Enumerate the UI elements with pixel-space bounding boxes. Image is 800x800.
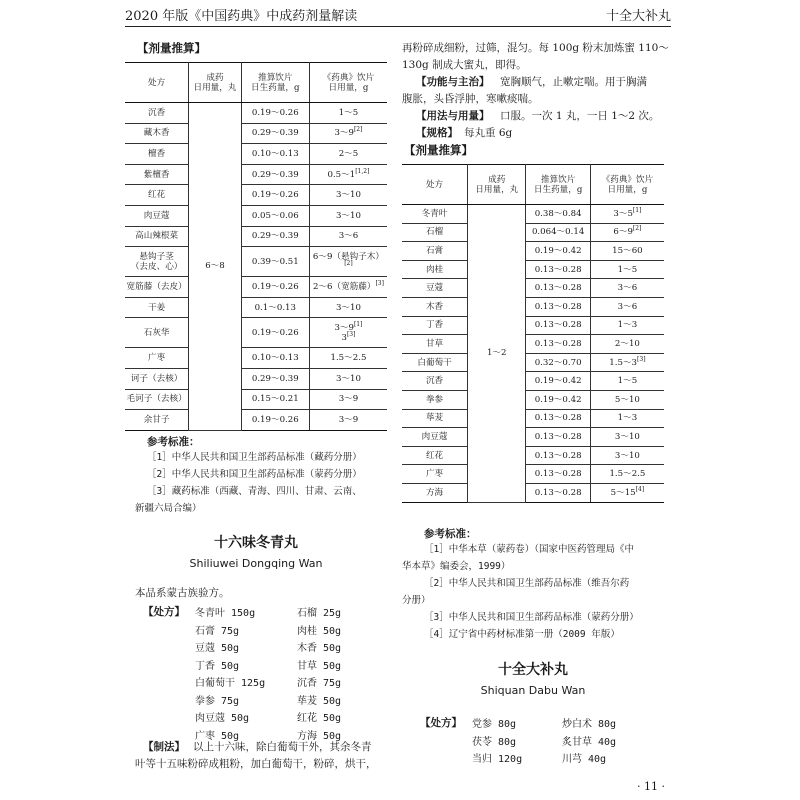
- recipe-title-right: 十全大补丸: [498, 662, 568, 678]
- refs-right-line-1: ［1］中华本草（蒙药卷）（国家中医药管理局《中: [424, 544, 634, 555]
- table-row: [125, 318, 387, 348]
- calculated-dose-cell: 0.10～0.13: [241, 144, 309, 165]
- herb-name-cell: 石灰华: [125, 318, 189, 348]
- table-row: [402, 316, 664, 335]
- method-label: 【制法】: [143, 741, 185, 753]
- herb-name-cell: 甘草: [402, 335, 468, 354]
- table-row: [125, 123, 387, 144]
- recipe-pinyin: Shiliuwei Dongqing Wan: [189, 557, 323, 570]
- refs-right-line-4: 分册）: [402, 595, 431, 606]
- calculated-dose-cell: 0.13～0.28: [526, 297, 590, 316]
- pharmacopeia-dose-cell: 1～5: [590, 372, 664, 391]
- pharmacopeia-dose-cell: 1～3: [590, 316, 664, 335]
- refs-right-line-6: ［4］辽宁省中药材标准第一册（2009 年版）: [424, 629, 620, 640]
- herb-name-cell: 豆蔻: [402, 279, 468, 298]
- pharmacopeia-dose-cell: 3～10: [309, 205, 387, 226]
- pharmacopeia-dose-cell: 6～9[2]: [590, 223, 664, 242]
- calculated-dose-cell: 0.13～0.28: [526, 446, 590, 465]
- table-header-row: [125, 63, 387, 103]
- pharmacopeia-dose-cell: 1～5: [309, 103, 387, 124]
- calculated-dose-cell: 0.10～0.13: [241, 348, 309, 369]
- herb-name-cell: 高山辣根菜: [125, 226, 189, 247]
- recipe-intro: 本品系蒙古族验方。: [135, 587, 230, 599]
- pharmacopeia-dose-cell: 1～3: [590, 409, 664, 428]
- calculated-dose-cell: 0.19～0.26: [241, 103, 309, 124]
- dose-table-right: [402, 164, 664, 503]
- usage-label: 【用法与用量】: [416, 110, 490, 122]
- herb-name-cell: 余甘子: [125, 410, 189, 431]
- table-row: [402, 428, 664, 447]
- table-row: [125, 348, 387, 369]
- table-header-cell: 《药典》饮片 日用量，g: [309, 63, 387, 103]
- refs-title: 参考标准：: [147, 436, 200, 448]
- table-row: [402, 205, 664, 224]
- calculated-dose-cell: 0.29～0.39: [241, 123, 309, 144]
- herb-name-cell: 广枣: [125, 348, 189, 369]
- table-row: [402, 353, 664, 372]
- herb-name-cell: 紫檀香: [125, 164, 189, 185]
- calculated-dose-cell: 0.29～0.39: [241, 368, 309, 389]
- refs-line-1: ［1］中华人民共和国卫生部药品标准（藏药分册）: [147, 452, 362, 463]
- table-header-cell: 成药 日用量，丸: [189, 63, 241, 103]
- spec-text: 每丸重 6g: [464, 127, 513, 139]
- method-continuation-2: 130g 制成大蜜丸，即得。: [402, 59, 527, 71]
- refs-right-line-2: 华本草》编委会，1999）: [402, 561, 511, 572]
- herb-name-cell: 荜茇: [402, 409, 468, 428]
- dose-section-title-right: 【剂量推算】: [404, 143, 473, 157]
- table-row: [125, 144, 387, 165]
- pharmacopeia-dose-cell: 3～10: [309, 185, 387, 206]
- table-row: [125, 368, 387, 389]
- pharmacopeia-dose-cell: 3～10: [590, 446, 664, 465]
- herb-name-cell: 石榴: [402, 223, 468, 242]
- table-header-cell: 《药典》饮片 日用量，g: [590, 165, 664, 205]
- calculated-dose-cell: 0.32～0.70: [526, 353, 590, 372]
- table-row: [402, 465, 664, 484]
- table-row: [125, 164, 387, 185]
- pharmacopeia-dose-cell: 0.5～1[1,2]: [309, 164, 387, 185]
- refs-right-line-5: ［3］中华人民共和国卫生部药品标准（蒙药分册）: [424, 612, 639, 623]
- table-row: [125, 410, 387, 431]
- ingredient-item: 冬青叶 150g: [195, 608, 256, 619]
- calculated-dose-cell: 0.064～0.14: [526, 223, 590, 242]
- refs-line-2: ［2］中华人民共和国卫生部药品标准（蒙药分册）: [147, 469, 362, 480]
- ingredient-item: 丁香 50g: [195, 660, 240, 672]
- method-line-2: 叶等十五味粉碎成粗粉，加白葡萄干，粉碎，烘干，: [135, 758, 377, 770]
- herb-name-cell: 藏木香: [125, 123, 189, 144]
- ingredient-item: 木香 50g: [297, 643, 342, 654]
- table-row: [402, 260, 664, 279]
- method-line-1: 以上十六味，除白葡萄干外，其余冬青: [193, 741, 372, 753]
- calculated-dose-cell: 0.19～0.42: [526, 372, 590, 391]
- ingredient-item: 广枣 50g: [195, 730, 240, 742]
- herb-name-cell: 红花: [125, 185, 189, 206]
- pharmacopeia-dose-cell: 3～9: [309, 389, 387, 410]
- herb-name-cell: 石膏: [402, 242, 468, 261]
- pharmacopeia-dose-cell: 6～9（悬钩子木）[2]: [309, 247, 387, 277]
- calculated-dose-cell: 0.19～0.42: [526, 242, 590, 261]
- herb-name-cell: 木香: [402, 297, 468, 316]
- calculated-dose-cell: 0.13～0.28: [526, 279, 590, 298]
- calculated-dose-cell: 0.13～0.28: [526, 316, 590, 335]
- calculated-dose-cell: 0.19～0.26: [241, 185, 309, 206]
- pharmacopeia-dose-cell: 3～10: [309, 368, 387, 389]
- ingredient-item: 荜茇 50g: [297, 695, 342, 707]
- pharmacopeia-dose-cell: 3～6: [590, 297, 664, 316]
- citation-mark: [3]: [637, 355, 646, 363]
- pharmacopeia-dose-cell: 3～9: [309, 410, 387, 431]
- calculated-dose-cell: 0.19～0.42: [526, 390, 590, 409]
- calculated-dose-cell: 0.13～0.28: [526, 335, 590, 354]
- pharmacopeia-dose-cell: 3～6: [309, 226, 387, 247]
- ingredient-item: 炙甘草 40g: [562, 736, 617, 748]
- table-row: [402, 483, 664, 502]
- refs-title-right: 参考标准：: [424, 528, 477, 540]
- table-row: [402, 372, 664, 391]
- herb-name-cell: 肉豆蔻: [402, 428, 468, 447]
- calculated-dose-cell: 0.19～0.26: [241, 410, 309, 431]
- ingredient-item: 豆蔻 50g: [195, 643, 240, 654]
- citation-mark: [1]: [353, 320, 363, 328]
- calculated-dose-cell: 0.13～0.28: [526, 428, 590, 447]
- herb-name-cell: 冬青叶: [402, 205, 468, 224]
- herb-name-cell: 宽筋藤（去皮）: [125, 277, 189, 298]
- refs-right-line-3: ［2］中华人民共和国卫生部药品标准（维吾尔药: [424, 578, 630, 589]
- table-row: [125, 297, 387, 318]
- table-row: [125, 277, 387, 298]
- herb-name-cell: 干姜: [125, 297, 189, 318]
- spec-label: 【规格】: [416, 127, 458, 139]
- calculated-dose-cell: 0.1～0.13: [241, 297, 309, 318]
- refs-line-3: ［3］藏药标准（西藏、青海、四川、甘肃、云南、: [147, 486, 362, 497]
- usage-text: 口服。一次 1 丸，一日 1～2 次。: [500, 110, 660, 122]
- ingredient-item: 炒白术 80g: [562, 719, 617, 730]
- daily-dose-cell: 6～8: [189, 103, 241, 431]
- calculated-dose-cell: 0.13～0.28: [526, 465, 590, 484]
- ingredient-item: 川芎 40g: [562, 754, 607, 765]
- herb-name-cell: 白葡萄干: [402, 353, 468, 372]
- table-row: [402, 335, 664, 354]
- calculated-dose-cell: 0.13～0.28: [526, 409, 590, 428]
- calculated-dose-cell: 0.13～0.28: [526, 260, 590, 279]
- citation-mark: [4]: [635, 485, 645, 493]
- table-header-cell: 处方: [125, 63, 189, 103]
- calculated-dose-cell: 0.29～0.39: [241, 164, 309, 185]
- recipe-title: 十六味冬青丸: [214, 535, 298, 551]
- herb-name-cell: 拳参: [402, 390, 468, 409]
- refs-line-4: 新疆六局合编）: [135, 503, 202, 514]
- calculated-dose-cell: 0.19～0.26: [241, 318, 309, 348]
- calculated-dose-cell: 0.15～0.21: [241, 389, 309, 410]
- citation-mark: [1]: [632, 206, 642, 214]
- ingredient-item: 沉香 75g: [297, 678, 342, 689]
- recipe-pinyin-right: Shiquan Dabu Wan: [480, 684, 586, 697]
- function-label: 【功能与主治】: [416, 76, 490, 88]
- table-row: [402, 390, 664, 409]
- ingredient-item: 红花 50g: [297, 713, 342, 724]
- function-text-2: 腹胀，头昏浮肿，寒嗽痰喘。: [402, 93, 539, 105]
- citation-mark: [2]: [632, 225, 642, 233]
- table-header-cell: 处方: [402, 165, 468, 205]
- ingredient-item: 石榴 25g: [297, 608, 342, 619]
- herb-name-cell: 方海: [402, 483, 468, 502]
- herb-name-cell: 丁香: [402, 316, 468, 335]
- table-header-cell: 成药 日用量，丸: [468, 165, 526, 205]
- pharmacopeia-dose-cell: 3～9[2]: [309, 123, 387, 144]
- calculated-dose-cell: 0.38～0.84: [526, 205, 590, 224]
- dose-table-left: [125, 62, 387, 431]
- calculated-dose-cell: 0.39～0.51: [241, 247, 309, 277]
- citation-mark: [2]: [344, 259, 353, 267]
- calculated-dose-cell: 0.19～0.26: [241, 277, 309, 298]
- table-row: [402, 242, 664, 261]
- table-row: [125, 103, 387, 124]
- running-header: [125, 0, 671, 27]
- ingredient-item: 方海 50g: [297, 730, 342, 742]
- table-header-cell: 推算饮片 日生药量，g: [526, 165, 590, 205]
- herb-name-cell: 肉桂: [402, 260, 468, 279]
- herb-name-cell: 肉豆蔻: [125, 205, 189, 226]
- citation-mark: [2]: [353, 126, 363, 134]
- pharmacopeia-dose-cell: 3～10: [590, 428, 664, 447]
- ingredient-item: 白葡萄干 125g: [195, 678, 266, 689]
- herb-name-cell: 红花: [402, 446, 468, 465]
- function-text-1: 宽胸顺气，止嗽定喘。用于胸满: [500, 76, 647, 88]
- pharmacopeia-dose-cell: 2～5: [309, 144, 387, 165]
- pharmacopeia-dose-cell: 3～5[1]: [590, 205, 664, 224]
- table-row: [125, 226, 387, 247]
- pharmacopeia-dose-cell: 1.5～2.5: [309, 348, 387, 369]
- ingredient-item: 肉豆蔻 50g: [195, 713, 250, 724]
- pharmacopeia-dose-cell: 1.5～2.5: [590, 465, 664, 484]
- table-header-cell: 推算饮片 日生药量，g: [241, 63, 309, 103]
- ingredient-item: 当归 120g: [472, 754, 523, 765]
- table-row: [402, 409, 664, 428]
- calculated-dose-cell: 0.29～0.39: [241, 226, 309, 247]
- table-row: [402, 297, 664, 316]
- table-row: [402, 223, 664, 242]
- herb-name-cell: 檀香: [125, 144, 189, 165]
- ingredient-item: 拳参 75g: [195, 695, 240, 707]
- pharmacopeia-dose-cell: 15～60: [590, 242, 664, 261]
- pharmacopeia-dose-cell: 2～6（宽筋藤）[3]: [309, 277, 387, 298]
- pharmacopeia-dose-cell: 1.5～3[3]: [590, 353, 664, 372]
- ingredient-item: 茯苓 80g: [472, 736, 517, 748]
- herb-name-cell: 悬钩子茎 （去皮、心）: [125, 247, 189, 277]
- header-book-title: 2020 年版《中国药典》中成药剂量解读: [125, 9, 358, 24]
- ingredient-item: 肉桂 50g: [297, 625, 342, 637]
- herb-name-cell: 诃子（去核）: [125, 368, 189, 389]
- calculated-dose-cell: 0.13～0.28: [526, 483, 590, 502]
- table-row: [402, 446, 664, 465]
- pharmacopeia-dose-cell: 3～10: [309, 297, 387, 318]
- method-continuation-1: 再粉碎成细粉，过筛，混匀。每 100g 粉末加炼蜜 110～: [402, 42, 669, 54]
- table-header-row: [402, 165, 664, 205]
- herb-name-cell: 沉香: [125, 103, 189, 124]
- prescription-label: 【处方】: [143, 606, 185, 618]
- table-row: [125, 185, 387, 206]
- ingredient-item: 党参 80g: [472, 719, 517, 730]
- herb-name-cell: 广枣: [402, 465, 468, 484]
- pharmacopeia-dose-cell: 2～10: [590, 335, 664, 354]
- pharmacopeia-dose-cell: 3～6: [590, 279, 664, 298]
- pharmacopeia-dose-cell: 1～5: [590, 260, 664, 279]
- ingredient-item: 石膏 75g: [195, 625, 240, 637]
- pharmacopeia-dose-cell: 3～9[1] 3[3]: [309, 318, 387, 348]
- header-chapter-title: 十全大补丸: [605, 9, 671, 24]
- table-row: [125, 389, 387, 410]
- pharmacopeia-dose-cell: 5～10: [590, 390, 664, 409]
- citation-mark: [3]: [346, 330, 356, 338]
- pharmacopeia-dose-cell: 5～15[4]: [590, 483, 664, 502]
- table-row: [402, 279, 664, 298]
- table-row: [125, 247, 387, 277]
- table-row: [125, 205, 387, 226]
- herb-name-cell: 毛诃子（去核）: [125, 389, 189, 410]
- citation-mark: [3]: [375, 280, 384, 288]
- page-number: · 11 ·: [637, 780, 665, 793]
- ingredient-item: 甘草 50g: [297, 660, 342, 672]
- calculated-dose-cell: 0.05～0.06: [241, 205, 309, 226]
- prescription-label-right: 【处方】: [420, 717, 462, 729]
- dose-section-title: 【剂量推算】: [137, 41, 206, 55]
- herb-name-cell: 沉香: [402, 372, 468, 391]
- citation-mark: [1,2]: [355, 167, 370, 175]
- daily-dose-cell: 1～2: [468, 205, 526, 503]
